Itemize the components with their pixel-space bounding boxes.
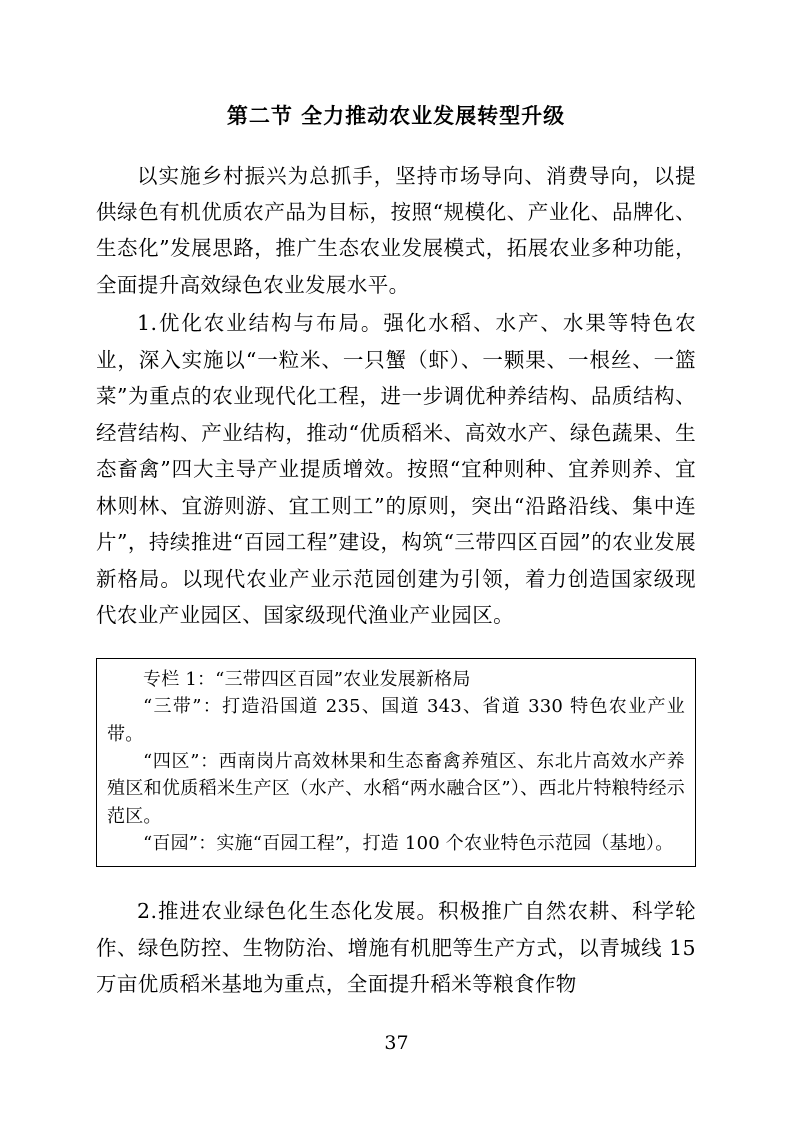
page-content (96, 100, 696, 1005)
paragraph-item-1: 1.优化农业结构与布局。强化水稻、水产、水果等特色农业，深入实施以“一粒米、一只蟹（虾）、一颗果、一根丝、一篮菜”为重点的农业现代化工程，进一步调优种养结构、品质结构、经营结构、产业结构，推动“优质稻米、高效水产、绿色蔬果、生态畜禽”四大主导产业提质增效。按照“宜种则种、宜养则养、宜林则林、宜游则游、宜工则工”的原则，突出“沿路沿线、集中连片”，持续推进“百园工程”建设，构筑“三带四区百园”的农业发展新格局。以现代农业产业示范园创建为引领，着力创造国家级现代农业产业园区、国家级现代渔业产业园区。 (96, 311, 696, 628)
paragraph-item-2: 2.推进农业绿色化生态化发展。积极推广自然农耕、科学轮作、绿色防控、生物防治、增施有机肥等生产方式，以青城线 15 万亩优质稻米基地为重点，全面提升稻米等粮食作物 (96, 899, 696, 997)
callout-line-parks: “百园”：实施“百园工程”，打造 100 个农业特色示范园（基地）。 (143, 832, 674, 854)
callout-line-title: 专栏 1：“三带四区百园”农业发展新格局 (143, 668, 471, 690)
page-title: 第二节 全力推动农业发展转型升级 (226, 103, 566, 128)
callout-line-zones: “四区”：西南岗片高效林果和生态畜禽养殖区、东北片高效水产养殖区和优质稻米生产区（水产、水稻“两水融合区”）、西北片特粮特经示范区。 (107, 750, 685, 827)
paragraph-intro: 以实施乡村振兴为总抓手，坚持市场导向、消费导向，以提供绿色有机优质农产品为目标，按照“规模化、产业化、品牌化、生态化”发展思路，推广生态农业发展模式，拓展农业多种功能，全面提升高效绿色农业发展水平。 (96, 163, 696, 297)
page-number: 37 (384, 1032, 409, 1054)
callout-line-belts: “三带”：打造沿国道 235、国道 343、省道 330 特色农业产业带。 (107, 696, 685, 745)
callout-box (96, 658, 696, 868)
